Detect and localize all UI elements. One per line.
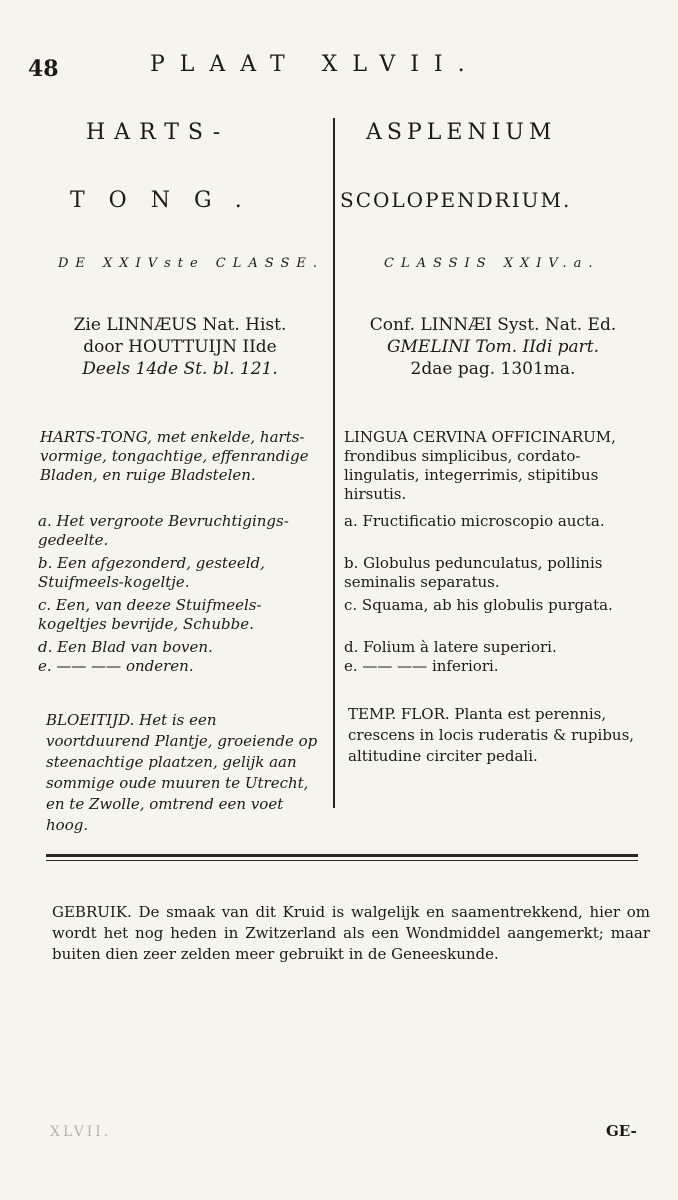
latin-reference-line: Conf. LINNÆI Syst. Nat. Ed.: [369, 315, 617, 335]
latin-class-label: CLASSIS XXIV.a.: [384, 256, 600, 271]
list-item: b. Globulus pedunculatus, pollinis seminalis separatus.: [344, 554, 603, 591]
dutch-reference-line: Zie LINNÆUS Nat. Hist.: [73, 315, 287, 335]
latin-reference-line: GMELINI Tom. IIdi part.: [386, 337, 600, 357]
latin-name-line-2: SCOLOPENDRIUM.: [340, 188, 572, 212]
column-divider: [333, 118, 335, 808]
list-item: c. Squama, ab his globulis purgata.: [344, 596, 613, 614]
list-item: a. Het vergroote Bevruchtigings-gedeelte.: [38, 512, 289, 549]
list-item: e. —— —— onderen.: [38, 657, 194, 675]
section-rule-thin: [46, 860, 638, 861]
dutch-name-line-2: TONG.: [70, 188, 266, 213]
list-item: e. —— —— inferiori.: [344, 657, 499, 675]
dutch-reference: [40, 314, 320, 380]
dutch-reference-line: Deels 14de St. bl. 121.: [82, 359, 278, 379]
list-item: d. Folium à latere superiori.: [344, 638, 557, 656]
signature-mark: XLVII.: [50, 1124, 112, 1140]
dutch-flowering: BLOEITIJD. Het is een voortduurend Plantje, groeiende op steenachtige plaatzen, gelijk aan sommige oude muuren te Utrecht, en te Zwolle, omtrend een voet hoog.: [46, 711, 318, 834]
usage-paragraph: GEBRUIK. De smaak van dit Kruid is walgelijk en saamentrekkend, hier om wordt het nog heden in Zwitzerland als een Wondmiddel aangemerkt; maar buiten dien zeer zelden meer gebruikt in de Geneeskunde.: [52, 903, 650, 963]
dutch-description: HARTS-TONG, met enkelde, harts-vormige, tongachtige, effenrandige Bladen, en ruige Bladstelen.: [40, 428, 309, 484]
list-item: d. Een Blad van boven.: [38, 638, 213, 656]
latin-reference-line: 2dae pag. 1301ma.: [410, 359, 576, 379]
latin-name-line-1: ASPLENIUM: [366, 120, 557, 145]
list-item: c. Een, van deeze Stuifmeels-kogeltjes bevrijde, Schubbe.: [38, 596, 262, 633]
section-rule: [46, 854, 638, 857]
latin-figure-list: [344, 512, 644, 676]
plate-title: PLAAT XLVII.: [150, 52, 480, 77]
latin-flowering: TEMP. FLOR. Planta est perennis, crescens in locis ruderatis & rupibus, altitudine circiter pedali.: [348, 705, 635, 765]
dutch-class-label: DE XXIVste CLASSE.: [58, 256, 324, 271]
list-item: a. Fructificatio microscopio aucta.: [344, 512, 605, 530]
latin-description: LINGUA CERVINA OFFICINARUM, frondibus simplicibus, cordato-lingulatis, integerrimis, stipitibus hirsutis.: [344, 428, 616, 503]
list-item: b. Een afgezonderd, gesteeld, Stuifmeels-kogeltje.: [38, 554, 265, 591]
dutch-reference-line: door HOUTTUIJN IIde: [83, 337, 277, 357]
dutch-figure-list: [38, 512, 322, 676]
page-number: 48: [28, 56, 59, 82]
latin-reference: [340, 314, 646, 380]
catchword: GE-: [606, 1122, 637, 1140]
dutch-name-line-1: HARTS-: [86, 120, 230, 145]
